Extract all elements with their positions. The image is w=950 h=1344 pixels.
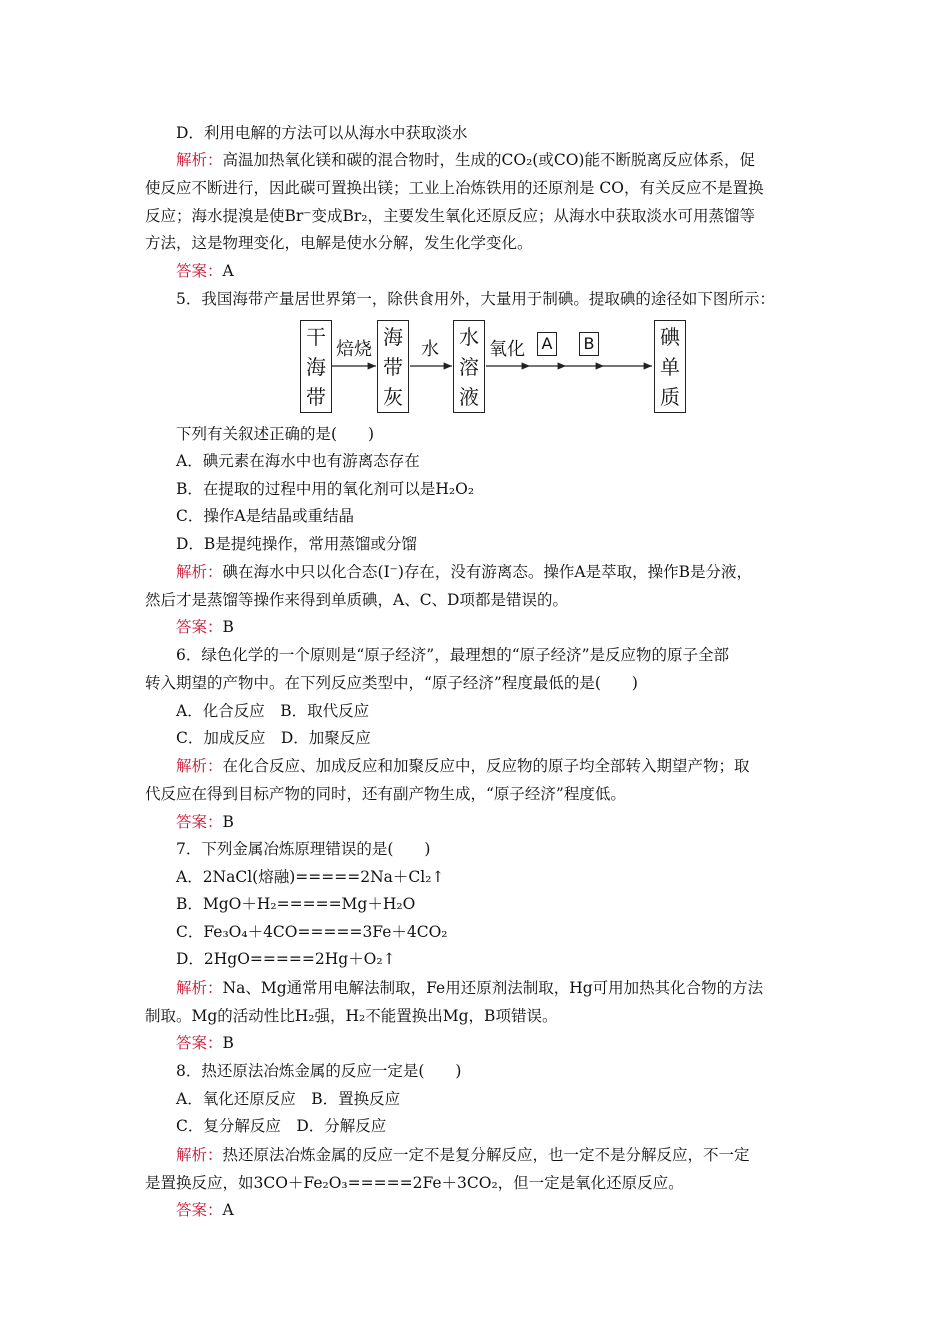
analysis-q6: 解析：在化合反应、加成反应和加聚反应中，反应物的原子均全部转入期望产物；取 — [176, 757, 750, 775]
options-cd-q8: C．复分解反应 D．分解反应 — [176, 1117, 387, 1135]
operation-a-box: A — [537, 332, 557, 356]
question-6: 6．绿色化学的一个原则是“原子经济”，最理想的“原子经济”是反应物的原子全部 — [176, 646, 730, 664]
analysis-label: 解析： — [176, 1146, 223, 1164]
node-dried-kelp: 干 海 带 — [300, 320, 332, 413]
option-d-q5: D．B是提纯操作，常用蒸馏或分馏 — [176, 535, 417, 553]
iodine-extraction-flowchart — [300, 318, 690, 414]
option-a-q5: A．碘元素在海水中也有游离态存在 — [176, 452, 420, 470]
option-c-q5: C．操作A是结晶或重结晶 — [176, 507, 355, 525]
answer-q8: 答案：A — [176, 1201, 234, 1219]
step-label-oxidize: 氧化 — [489, 339, 525, 360]
node-kelp-ash: 海 带 灰 — [377, 320, 409, 413]
analysis-label: 解析： — [176, 757, 223, 775]
question-6-line: 转入期望的产物中。在下列反应类型中，“原子经济”程度最低的是( ) — [145, 674, 638, 692]
answer-label: 答案： — [176, 1201, 223, 1219]
option-c-q7: C．Fe₃O₄＋4CO=====3Fe＋4CO₂ — [176, 923, 448, 941]
analysis-line: 是置换反应，如3CO＋Fe₂O₃=====2Fe＋3CO₂，但一定是氧化还原反应。 — [145, 1174, 684, 1192]
question-5-prompt: 下列有关叙述正确的是( ) — [176, 425, 375, 443]
answer-q4: 答案：A — [176, 262, 234, 280]
analysis-line: 然后才是蒸馏等操作来得到单质碘，A、C、D项都是错误的。 — [145, 591, 568, 609]
option-b-q7: B．MgO＋H₂=====Mg＋H₂O — [176, 895, 416, 913]
answer-label: 答案： — [176, 262, 223, 280]
analysis-label: 解析： — [176, 979, 223, 997]
analysis-q7: 解析：Na、Mg通常用电解法制取，Fe用还原剂法制取，Hg可用加热其化合物的方法 — [176, 979, 764, 997]
question-7: 7．下列金属冶炼原理错误的是( ) — [176, 840, 431, 858]
analysis-q5: 解析：碘在海水中只以化合态(I⁻)存在，没有游离态。操作A是萃取，操作B是分液， — [176, 563, 753, 581]
analysis-line: 方法，这是物理变化，电解是使水分解，发生化学变化。 — [145, 234, 533, 252]
answer-label: 答案： — [176, 1034, 223, 1052]
analysis-line: 使反应不断进行，因此碳可置换出镁；工业上冶炼铁用的还原剂是 CO，有关反应不是置换 — [145, 179, 764, 197]
node-elemental-iodine: 碘 单 质 — [654, 320, 686, 413]
answer-label: 答案： — [176, 813, 223, 831]
options-cd-q6: C．加成反应 D．加聚反应 — [176, 729, 371, 747]
question-5: 5．我国海带产量居世界第一，除供食用外，大量用于制碘。提取碘的途径如下图所示： — [176, 290, 775, 308]
analysis-line: 反应；海水提溴是使Br⁻变成Br₂，主要发生氧化还原反应；从海水中获取淡水可用蒸馏等 — [145, 207, 755, 225]
option-a-q7: A．2NaCl(熔融)=====2Na＋Cl₂↑ — [176, 868, 445, 886]
step-label-water: 水 — [421, 339, 439, 360]
analysis-line: 代反应在得到目标产物的同时，还有副产物生成，“原子经济”程度低。 — [145, 785, 626, 803]
option-d-q4: D．利用电解的方法可以从海水中获取淡水 — [176, 124, 468, 142]
operation-b-box: B — [579, 332, 599, 356]
option-b-q5: B．在提取的过程中用的氧化剂可以是H₂O₂ — [176, 480, 475, 498]
node-aqueous-solution: 水 溶 液 — [453, 320, 485, 413]
options-ab-q8: A．氧化还原反应 B．置换反应 — [176, 1090, 401, 1108]
analysis-line: 制取。Mg的活动性比H₂强，H₂不能置换出Mg，B项错误。 — [145, 1007, 558, 1025]
question-8: 8．热还原法冶炼金属的反应一定是( ) — [176, 1062, 462, 1080]
option-d-q7: D．2HgO=====2Hg＋O₂↑ — [176, 950, 396, 968]
analysis-q4: 解析：高温加热氧化镁和碳的混合物时，生成的CO₂(或CO)能不断脱离反应体系，促 — [176, 151, 755, 169]
analysis-label: 解析： — [176, 151, 223, 169]
answer-q7: 答案：B — [176, 1034, 234, 1052]
answer-label: 答案： — [176, 618, 223, 636]
answer-q6: 答案：B — [176, 813, 234, 831]
analysis-label: 解析： — [176, 563, 223, 581]
step-label-roast: 焙烧 — [336, 339, 372, 360]
options-ab-q6: A．化合反应 B．取代反应 — [176, 702, 370, 720]
analysis-q8: 解析：热还原法冶炼金属的反应一定不是复分解反应，也一定不是分解反应，不一定 — [176, 1146, 750, 1164]
answer-q5: 答案：B — [176, 618, 234, 636]
flowchart-arrows — [300, 318, 690, 414]
